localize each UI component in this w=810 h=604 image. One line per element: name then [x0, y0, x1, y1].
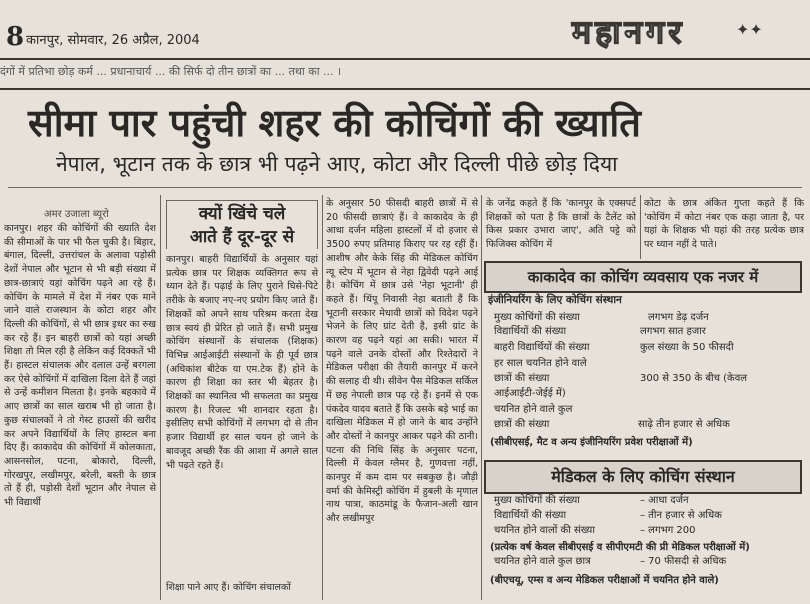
dateline: कानपुर, सोमवार, 26 अप्रैल, 2004: [26, 33, 200, 48]
column-divider: [640, 195, 641, 259]
sidebar-title-line-1: क्यों खिंचे चले: [198, 204, 286, 224]
engineering-box-subtitle: इंजीनियरिंग के लिए कोचिंग संस्थान: [488, 294, 622, 306]
header-rule: [0, 58, 810, 60]
table-row-label: हर साल चयनित होने वाले: [494, 358, 587, 369]
headline-divider: [8, 187, 802, 188]
table-row-value: – आधा दर्जन: [640, 495, 689, 506]
sidebar-title: [166, 200, 318, 249]
sidebar-title-line-2: आते हैं दूर-दूर से: [189, 227, 295, 247]
engineering-box-note: (सीबीएसई, मैट व अन्य इंजीनियरिंग प्रवेश परीक्षाओं में): [490, 437, 693, 448]
table-row-value: – लगभग 200: [640, 525, 696, 536]
table-row-label: विद्यार्थियों की संख्या: [494, 510, 567, 521]
table-row-label: बाहरी विद्यार्थियों की संख्या: [494, 342, 590, 353]
table-row-value: साढ़े तीन हजार से अधिक: [638, 419, 730, 430]
table-row-label: छात्रों की संख्या: [494, 373, 550, 384]
top-strip-text: दंगों में प्रतिभा छोड़ कर्म ... प्रधानाचार्य ... की सिर्फ दो तीन छात्रों का ... तथा का ... ।: [0, 65, 342, 78]
table-row-value: लगभग सात हजार: [640, 326, 706, 337]
headline: सीमा पार पहुंची शहर की कोचिंगों की ख्याति: [28, 100, 641, 145]
table-row-label: विद्यार्थियों की संख्या: [494, 326, 567, 337]
masthead: महानगर: [572, 13, 686, 51]
sidebar-body: कानपुर। बाहरी विद्यार्थियों के अनुसार यहां प्रत्येक छात्र पर शिक्षक व्यक्तिगत रूप से ध्यान देते हैं। पढ़ाई के लिए पुराने घिसे-पिटे तरीके के बजाए नए-नए प्रयोग किए जाते हैं। शिक्षकों को अपने साथ परिश्रम करता देख छात्र स्वयं ही प्रेरित हो जाते हैं। सभी प्रमुख कोचिंग संस्थानों के संचालक (शिक्षक) विभिन्न आईआईटी संस्थानों के ही पूर्व छात्र (अधिकांश बीटेक या एम.टेक हैं) होने के कारण ही शिक्षा का स्तर भी बेहतर है। शिक्षकों का स्थानित्व भी सफलता का प्रमुख कारण है। रिजल्ट भी शानदार रहता है। इसीलिए सभी कोचिंगों में लगभग दो से तीन हजार विद्यार्थी हर साल चयन हो जाने के बावजूद अच्छी रैंक की आशा में अगले साल भी पढ़ते रहते हैं।: [166, 254, 318, 471]
table-row-value: 300 से 350 के बीच (केवल: [640, 373, 748, 384]
article-column-4: के जनेंद्र कहते हैं कि 'कानपुर के एक्सपर्ट शिक्षकों को पता है कि छात्रों के टैलेंट को किस प्रकार उभारा जाए', अति पट्टे को फिजिक्स कोचिंग में: [486, 198, 636, 251]
column-divider: [160, 195, 161, 600]
medical-box-title: मेडिकल के लिए कोचिंग संस्थान: [484, 460, 802, 494]
masthead-ornament: ✦✦: [736, 20, 763, 39]
table-row-value: लगभग डेढ़ दर्जन: [648, 312, 709, 323]
table-row-label: आईआईटी-जेईई में): [494, 388, 566, 399]
table-row-label: चयनित होने वालों की संख्या: [494, 525, 595, 536]
table-row-value: कुल संख्या के 50 फीसदी: [640, 342, 734, 353]
table-row-label: मुख्य कोचिंगों की संख्या: [494, 495, 580, 506]
column-divider: [322, 195, 323, 600]
page-number: 8: [6, 22, 25, 52]
table-row-label: मुख्य कोचिंगों की संख्या: [494, 312, 580, 323]
article-column-1: कानपुर। शहर की कोचिंगों की ख्याति देश की सीमाओं के पार भी फैल चुकी है। बिहार, बंगाल, दिल्ली, उत्तरांचल के अलावा पड़ोसी देशों नेपाल और भूटान से भी बड़ी संख्या में छात्र-छात्राएं यहां कोचिंग पढ़ने आ रहे हैं। कोचिंग के मामले में देश में नंबर एक माने जाने वाले राजस्थान के कोटा शहर और दिल्ली की कोचिंगों, से भी छात्र इधर का रुख कर रहे हैं। इन बाहरी छात्रों को यहां अच्छी शिक्षा तो मिल रही है लेकिन कई दिक्कतें भी हैं। हास्टल संचालक और दलाल उन्हें बरगला कर ऐसे कोचिंगों में दाखिला दिला देते हैं जहां से उन्हें कमीशन मिलता है। इनके बहकावे में आए छात्रों का साल खराब भी हो जाता है। कुछ संचालकों ने तो गेस्ट हाउसों की खरीद कर अपने विद्यार्थियों के लिए हास्टल बना दिए हैं। काकादेव की कोचिंगों में कोलकाता, आसनसोल, पटना, बोकारो, दिल्ली, गोरखपुर, लखीमपुर, बरेली, बस्ती के छात्र तो हैं ही, पड़ोसी देशों भूटान और नेपाल से भी विद्यार्थी: [4, 223, 156, 509]
sidebar-tail: शिक्षा पाने आए हैं। कोचिंग संचालकों: [166, 582, 291, 593]
article-column-3: के अनुसार 50 फीसदी बाहरी छात्रों में से 20 फीसदी छात्राएं हैं। वे काकादेव के ही आधा दर्जन महिला हास्टलों में दो हजार से 3500 रुपए प्रतिमाह किराए पर रह रहीं हैं। आशीष और केके सिंह की मेडिकल कोचिंग न्यू स्टेप में भूटान से नेहा द्विवेदी पढ़ने आई है। कोचिंग में छात्र उसे 'नेहा भूटानी' ही कहते हैं। थिंपू निवासी नेहा बताती हैं कि भूटानी सरकार मेधावी छात्रों को विदेश पढ़ने भेजने के लिए ग्रांट देती है, इसी ग्रांट के कारण वह पढ़ने यहां आ सकी। भारत में पढ़ने वाले उनके दोस्तों और रिश्तेदारों ने मेडिकल परीक्षा की तैयारी कानपुर में करने की सलाह दी थी। सीवेन पैस मेडिकल सर्किल में छह नेपाली छात्र पढ़ रहे हैं। इनमें से एक पंकदेव यादव बताते हैं कि उसके बड़े भाई का दाखिला मेडिकल में हो जाने के बाद उन्होंने और दोस्तों ने कानपुर आकर पढ़ने की ठानी। पटना की निधि सिंह के अनुसार पटना, दिल्ली में केवल ग्लैमर है, गुणवत्ता नहीं, कानपुर में कम दाम पर सबकुछ है। जौड़ी वर्मा की केमिस्ट्री कोचिंग में हुबली के मृणाल नाथ पात्रा, काठमांडू के फैजान-अली खान और लखीमपुर: [326, 198, 478, 525]
table-row-label: छात्रों की संख्या: [494, 419, 550, 430]
article-column-5: कोटा के छात्र अंकित गुप्ता कहते हैं कि 'कोचिंग में कोटा नंबर एक कहा जाता है, पर यहां के शिक्षक भी यहां की तरह प्रत्येक छात्र पर ध्यान नहीं दे पाते।: [644, 198, 804, 251]
table-row-label: चयनित होने वाले कुल छात्र: [494, 556, 591, 567]
engineering-box-title: काकादेव का कोचिंग व्यवसाय एक नजर में: [484, 261, 802, 293]
byline: अमर उजाला ब्यूरो: [44, 209, 109, 220]
medical-box-note: (बीएचयू, एम्स व अन्य मेडिकल परीक्षाओं में चयनित होने वाले): [490, 575, 719, 586]
table-row-value: – तीन हजार से अधिक: [640, 510, 722, 521]
column-divider: [481, 195, 482, 600]
medical-box-note: (प्रत्येक वर्ष केवल सीबीएसई व सीपीएमटी की प्री मेडिकल परीक्षाओं में): [490, 542, 750, 553]
table-row-label: चयनित होने वाले कुल: [494, 404, 573, 415]
table-row-value: – 70 फीसदी से अधिक: [640, 556, 727, 567]
strip-rule: [0, 88, 810, 90]
subheadline: नेपाल, भूटान तक के छात्र भी पढ़ने आए, कोटा और दिल्ली पीछे छोड़ दिया: [56, 152, 618, 176]
